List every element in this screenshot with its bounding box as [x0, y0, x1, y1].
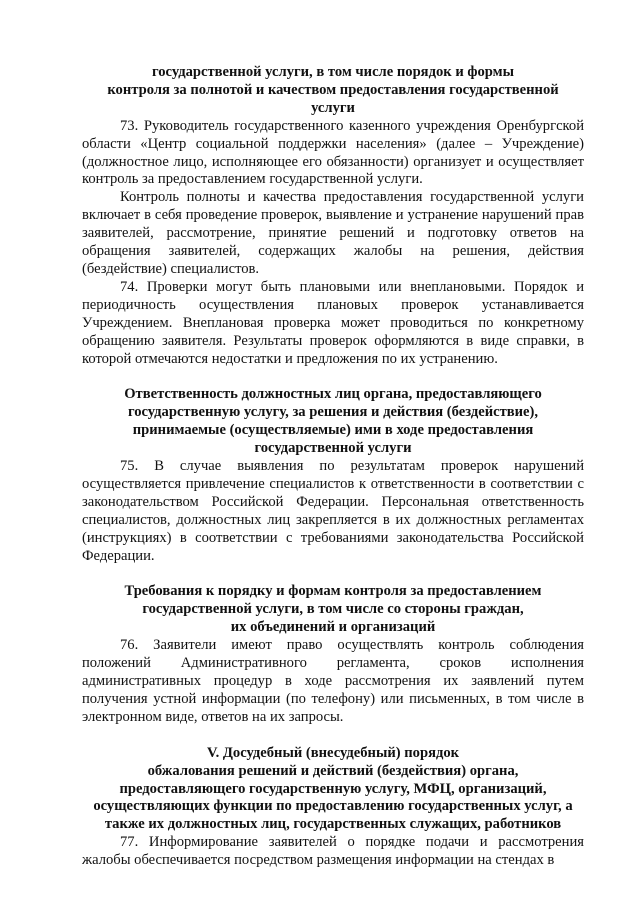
- section-responsibility: [82, 386, 584, 565]
- section-pretrial-appeal: [82, 745, 584, 870]
- paragraph-control-quality: Контроль полноты и качества предоставления государственной услуги включает в себя проведение проверок, выявление и устранение нарушений прав заявителей, рассмотрение, принятие решений и подготовку ответов на обращения заявителей, содержащих жалобы на решения, действия (бездействие) специалистов.: [82, 189, 584, 277]
- section-heading: [82, 386, 584, 458]
- heading-line: обжалования решений и действий (бездействия) органа,: [147, 762, 519, 779]
- heading-line: государственной услуги: [254, 440, 412, 457]
- heading-line: государственную услугу, за решения и действия (бездействие),: [127, 404, 539, 421]
- heading-line: V. Досудебный (внесудебный) порядок: [206, 744, 460, 761]
- heading-line: также их должностных лиц, государственных служащих, работников: [104, 816, 562, 833]
- paragraph-75: 75. В случае выявления по результатам проверок нарушений осуществляется привлечение специалистов к ответственности в соответствии с законодательством Российской Федерации. Персональная ответственность специалистов, должностных лиц закрепляется в их должностных регламентах (инструкциях) в соответствии с требованиями законодательства Российской Федерации.: [82, 458, 584, 564]
- heading-line: их объединений и организаций: [230, 619, 436, 636]
- paragraph-73: 73. Руководитель государственного казенного учреждения Оренбургской области «Центр социальной поддержки населения» (далее – Учреждение) (должностное лицо, исполняющее его обязанности) организует и осуществляет контроль за предоставлением государственной услуги.: [82, 117, 584, 188]
- heading-line: осуществляющих функции по предоставлению государственных услуг, а: [93, 798, 573, 815]
- heading-line: Ответственность должностных лиц органа, предоставляющего: [124, 386, 542, 403]
- section-heading: [82, 64, 584, 118]
- document-page: [82, 64, 584, 870]
- heading-line: государственной услуги, в том числе порядок и формы: [151, 64, 514, 80]
- section-heading: [82, 745, 584, 835]
- heading-line: принимаемые (осуществляемые) ими в ходе предоставления: [132, 422, 534, 439]
- heading-line: контроля за полнотой и качеством предоставления государственной: [107, 81, 559, 98]
- paragraph-77: 77. Информирование заявителей о порядке подачи и рассмотрения жалобы обеспечивается посредством размещения информации на стендах в: [82, 834, 584, 869]
- heading-line: услуги: [311, 99, 355, 116]
- section-heading: [82, 583, 584, 637]
- heading-line: Требования к порядку и формам контроля за предоставлением: [124, 583, 542, 600]
- paragraph-76: 76. Заявители имеют право осуществлять контроль соблюдения положений Административного регламента, сроков исполнения административных процедур в ходе рассмотрения их заявлений путем получения устной информации (по телефону) или письменных, в том числе в электронном виде, ответов на их запросы.: [82, 637, 584, 725]
- paragraph-74: 74. Проверки могут быть плановыми или внеплановыми. Порядок и периодичность осуществления плановых проверок устанавливается Учреждением. Внеплановая проверка может проводиться по конкретному обращению заявителя. Результаты проверок оформляются в виде справки, в которой отмечаются недостатки и предложения по их устранению.: [82, 278, 584, 367]
- heading-line: предоставляющего государственную услугу, МФЦ, организаций,: [119, 780, 547, 797]
- section-control-forms: [82, 64, 584, 368]
- section-citizen-control: [82, 583, 584, 726]
- heading-line: государственной услуги, в том числе со стороны граждан,: [142, 601, 524, 618]
